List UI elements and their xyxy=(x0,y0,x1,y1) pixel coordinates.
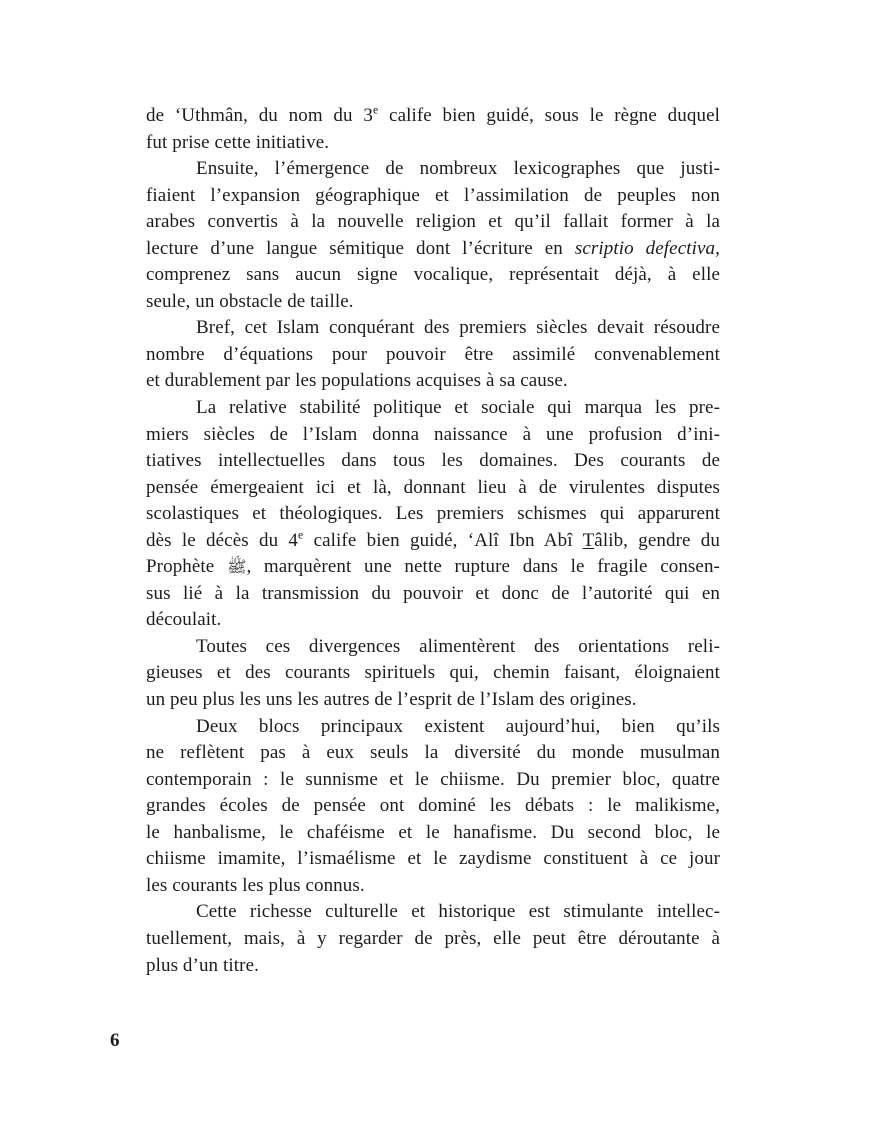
text-segment: pensée émergeaient ici et là, donnant lieu à de virulentes disputes xyxy=(146,476,720,498)
text-line xyxy=(146,687,720,714)
text-segment: ne reflètent pas à eux seuls la diversité du monde musulman xyxy=(146,742,720,764)
text-segment: fiaient l’expansion géographique et l’assimilation de peuples non xyxy=(146,184,720,206)
text-segment: découlait. xyxy=(146,609,222,631)
text-segment: fut prise cette initiative. xyxy=(146,131,330,153)
text-segment: contemporain : le sunnisme et le chiisme. Du premier bloc, quatre xyxy=(146,768,720,790)
text-line xyxy=(146,130,720,157)
text-line xyxy=(146,103,720,130)
text-segment: sus lié à la transmission du pouvoir et donc de l’autorité qui en xyxy=(146,582,720,604)
text-line xyxy=(146,926,720,953)
text-segment: comprenez sans aucun signe vocalique, représentait déjà, à elle xyxy=(146,264,720,286)
text-line xyxy=(146,634,720,661)
paragraph xyxy=(146,156,720,315)
text-line xyxy=(146,475,720,502)
text-line xyxy=(146,262,720,289)
text-line xyxy=(146,315,720,342)
text-segment: tuellement, mais, à y regarder de près, elle peut être déroutante à xyxy=(146,927,720,949)
paragraph xyxy=(146,634,720,714)
page-number: 6 xyxy=(110,1030,120,1051)
text-line xyxy=(146,289,720,316)
paragraph xyxy=(146,315,720,395)
text-line xyxy=(146,714,720,741)
italic-text: scriptio defectiva xyxy=(574,237,716,259)
text-segment: dès le décès du 4 xyxy=(146,529,299,551)
text-line xyxy=(146,368,720,395)
text-line xyxy=(146,820,720,847)
paragraph xyxy=(146,103,720,156)
underlined-letter: T xyxy=(582,529,595,551)
text-segment: arabes convertis à la nouvelle religion et qu’il fallait former à la xyxy=(146,211,720,233)
text-segment: chiisme imamite, l’ismaélisme et le zaydisme constituent à ce jour xyxy=(146,848,720,870)
page-text xyxy=(146,103,720,979)
text-segment: grandes écoles de pensée ont dominé les débats : le malikisme, xyxy=(146,795,720,817)
text-line xyxy=(146,767,720,794)
text-segment: le hanbalisme, le chaféisme et le hanafisme. Du second bloc, le xyxy=(146,821,720,843)
text-segment: un peu plus les uns les autres de l’esprit de l’Islam des origines. xyxy=(146,689,637,711)
text-segment: les courants les plus connus. xyxy=(146,874,365,896)
text-line xyxy=(146,395,720,422)
text-segment: Deux blocs principaux existent aujourd’hui, bien qu’ils xyxy=(196,715,720,737)
text-line xyxy=(146,156,720,183)
ordinal-superscript: e xyxy=(372,103,379,117)
paragraph xyxy=(146,899,720,979)
text-segment: calife bien guidé, sous le règne duquel xyxy=(378,105,720,126)
text-line xyxy=(146,528,720,555)
text-segment: tiatives intellectuelles dans tous les domaines. Des courants de xyxy=(146,450,720,472)
text-line xyxy=(146,953,720,980)
prophet-honorific-symbol: ﷺ xyxy=(227,557,247,577)
text-line xyxy=(146,183,720,210)
paragraph xyxy=(146,714,720,900)
text-segment: Toutes ces divergences alimentèrent des orientations reli- xyxy=(196,635,720,657)
text-segment: lecture d’une langue sémitique dont l’écriture en xyxy=(146,237,575,259)
text-segment: , marquèrent une nette rupture dans le fragile consen- xyxy=(246,556,720,578)
text-line xyxy=(146,740,720,767)
text-line xyxy=(146,554,720,581)
text-line xyxy=(146,342,720,369)
text-line xyxy=(146,846,720,873)
text-line xyxy=(146,209,720,236)
text-line xyxy=(146,899,720,926)
text-line xyxy=(146,422,720,449)
text-segment: calife bien guidé, ‘Alî Ibn Abî xyxy=(303,529,583,551)
text-segment: plus d’un titre. xyxy=(146,954,259,976)
text-line xyxy=(146,236,720,263)
text-segment: Cette richesse culturelle et historique est stimulante intellec- xyxy=(196,901,720,923)
text-line xyxy=(146,607,720,634)
text-segment: La relative stabilité politique et sociale qui marqua les pre- xyxy=(196,397,720,419)
text-segment: Ensuite, l’émergence de nombreux lexicographes que justi- xyxy=(196,158,720,180)
text-segment: nombre d’équations pour pouvoir être assimilé convenablement xyxy=(146,343,720,365)
text-segment: miers siècles de l’Islam donna naissance à une profusion d’ini- xyxy=(146,423,720,445)
text-segment: Bref, cet Islam conquérant des premiers siècles devait résoudre xyxy=(196,317,720,339)
text-segment: âlib, gendre du xyxy=(594,529,720,551)
text-line xyxy=(146,660,720,687)
text-segment: scolastiques et théologiques. Les premiers schismes qui apparurent xyxy=(146,503,720,525)
text-line xyxy=(146,793,720,820)
text-segment: , xyxy=(715,237,720,259)
text-segment: de ‘Uthmân, du nom du 3 xyxy=(146,105,373,126)
text-line xyxy=(146,501,720,528)
paragraph xyxy=(146,395,720,634)
text-segment: seule, un obstacle de taille. xyxy=(146,290,354,312)
text-segment: et durablement par les populations acquises à sa cause. xyxy=(146,370,568,392)
text-line xyxy=(146,873,720,900)
ordinal-superscript: e xyxy=(298,528,304,542)
text-line xyxy=(146,581,720,608)
text-segment: Prophète xyxy=(146,556,228,578)
text-segment: gieuses et des courants spirituels qui, chemin faisant, éloignaient xyxy=(146,662,720,684)
text-line xyxy=(146,448,720,475)
